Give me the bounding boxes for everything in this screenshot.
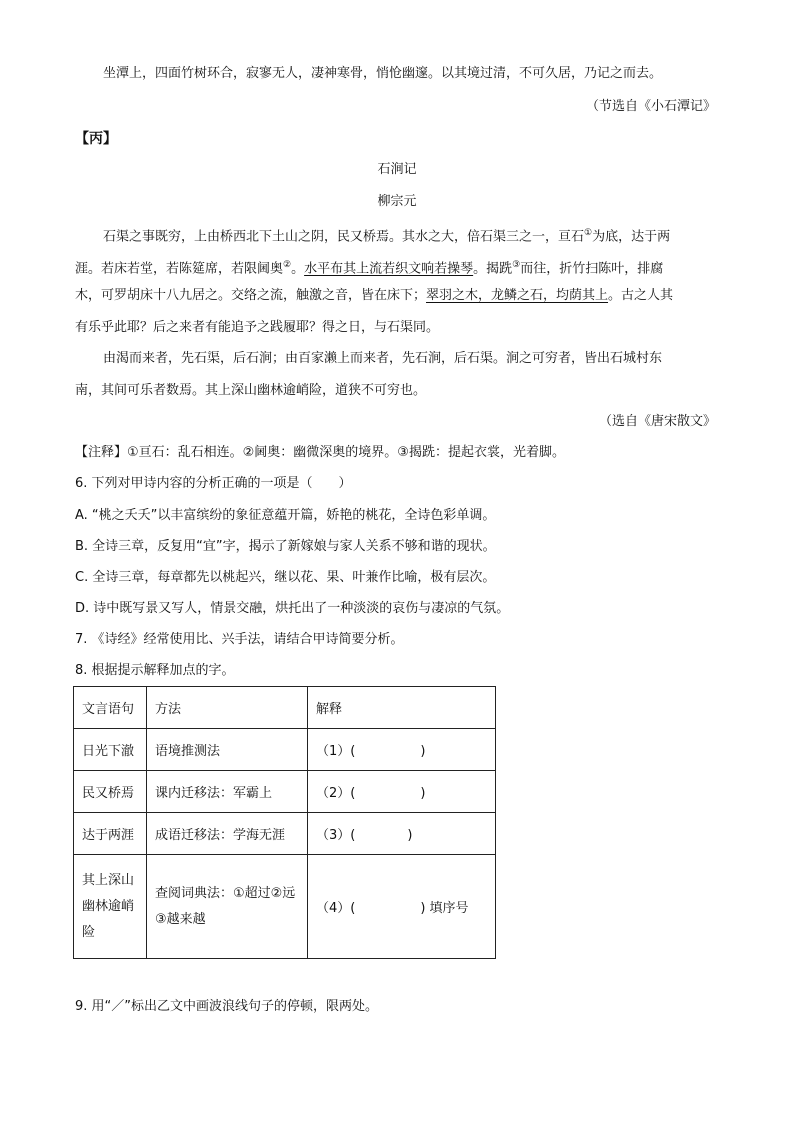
header-cell: 文言语句 [74,687,147,729]
table-row [74,771,496,813]
source-citation: （选自《唐宋散文》 [598,414,716,429]
passage-author: 柳宗元 [377,194,417,209]
answer-table [73,686,496,959]
passage-title: 石涧记 [377,162,417,177]
method-cell: 查阅词典法：①超过②远③越来越 [147,855,308,959]
table-row [74,729,496,771]
option-a: A. “桃之夭夭”以丰富缤纷的象征意蕴开篇，娇艳的桃花，全诗色彩单调。 [75,508,496,523]
sentence-cell: 其上深山幽林逾峭险 [74,855,147,959]
question-6: 6. 下列对甲诗内容的分析正确的一项是（ ） [75,476,352,491]
answer-cell[interactable]: （1）( ) [308,729,496,771]
table-row [74,855,496,959]
passage-line: 南，其间可乐者数焉。其上深山幽林逾峭险，道狭不可穷也。 [75,383,427,398]
source-citation: （节选自《小石潭记》 [585,99,716,114]
answer-cell[interactable]: （2）( ) [308,771,496,813]
header-cell: 方法 [147,687,308,729]
text-segment: 。 [291,261,305,277]
table-row [74,813,496,855]
question-7: 7. 《诗经》经常使用比、兴手法，请结合甲诗简要分析。 [75,632,404,647]
footnote-marker: ② [283,260,292,270]
underlined-sentence: 水平布其上流若织文响若操琴 [304,261,474,277]
passage-line: 有乐乎此耶？后之来者有能追予之践履耶？得之日，与石渠同。 [75,320,440,335]
passage-line: 坐潭上，四面竹树环合，寂寥无人，凄神寒骨，悄怆幽邃。以其境过清，不可久居，乃记之而去。 [103,66,663,81]
text-segment: 涯。若床若堂，若陈筵席，若限阃奥 [75,261,284,277]
text-segment: 木，可罗胡床十八九居之。交络之流，触激之音，皆在床下； [75,288,427,303]
text-segment: 。揭跣 [473,261,513,277]
passage-line [75,288,673,304]
text-segment: 石渠之事既穷，上由桥西北下土山之阴，民又桥焉。其水之大，倍石渠三之一，亘石 [103,229,585,245]
text-segment: 而往，折竹扫陈叶，排腐 [520,261,664,277]
footnote-marker: ③ [512,260,521,270]
method-cell: 语境推测法 [147,729,308,771]
table-header-row [74,687,496,729]
text-segment: 为底，达于两 [592,229,671,245]
method-cell: 成语迁移法：学海无涯 [147,813,308,855]
header-cell: 解释 [308,687,496,729]
annotation-notes: 【注释】①亘石：乱石相连。②阃奥：幽微深奥的境界。③揭跣：提起衣裳，光着脚。 [75,445,565,460]
passage-line [103,225,670,245]
option-b: B. 全诗三章，反复用“宜”字，揭示了新嫁娘与家人关系不够和谐的现状。 [75,539,496,554]
sentence-cell: 民又桥焉 [74,771,147,813]
passage-line: 由渴而来者，先石渠，后石涧；由百家濑上而来者，先石涧，后石渠。涧之可穷者，皆出石城村东 [103,351,663,366]
method-cell: 课内迁移法：军霸上 [147,771,308,813]
passage-line [75,257,663,277]
question-9: 9. 用“／”标出乙文中画波浪线句子的停顿，限两处。 [75,999,379,1014]
underlined-sentence: 翠羽之木，龙鳞之石，均荫其上 [426,288,609,303]
answer-cell[interactable]: （3）( ) [308,813,496,855]
section-heading: 【丙】 [75,131,117,147]
option-c: C. 全诗三章，每章都先以桃起兴，继以花、果、叶兼作比喻，极有层次。 [75,570,496,585]
text-segment: 。古之人其 [608,288,674,303]
question-8: 8. 根据提示解释加点的字。 [75,663,235,678]
footnote-marker: ① [584,228,593,238]
sentence-cell: 达于两涯 [74,813,147,855]
option-d: D. 诗中既写景又写人，情景交融，烘托出了一种淡淡的哀伤与凄凉的气氛。 [75,601,510,616]
sentence-cell: 日光下澈 [74,729,147,771]
answer-cell[interactable]: （4）( ) 填序号 [308,855,496,959]
